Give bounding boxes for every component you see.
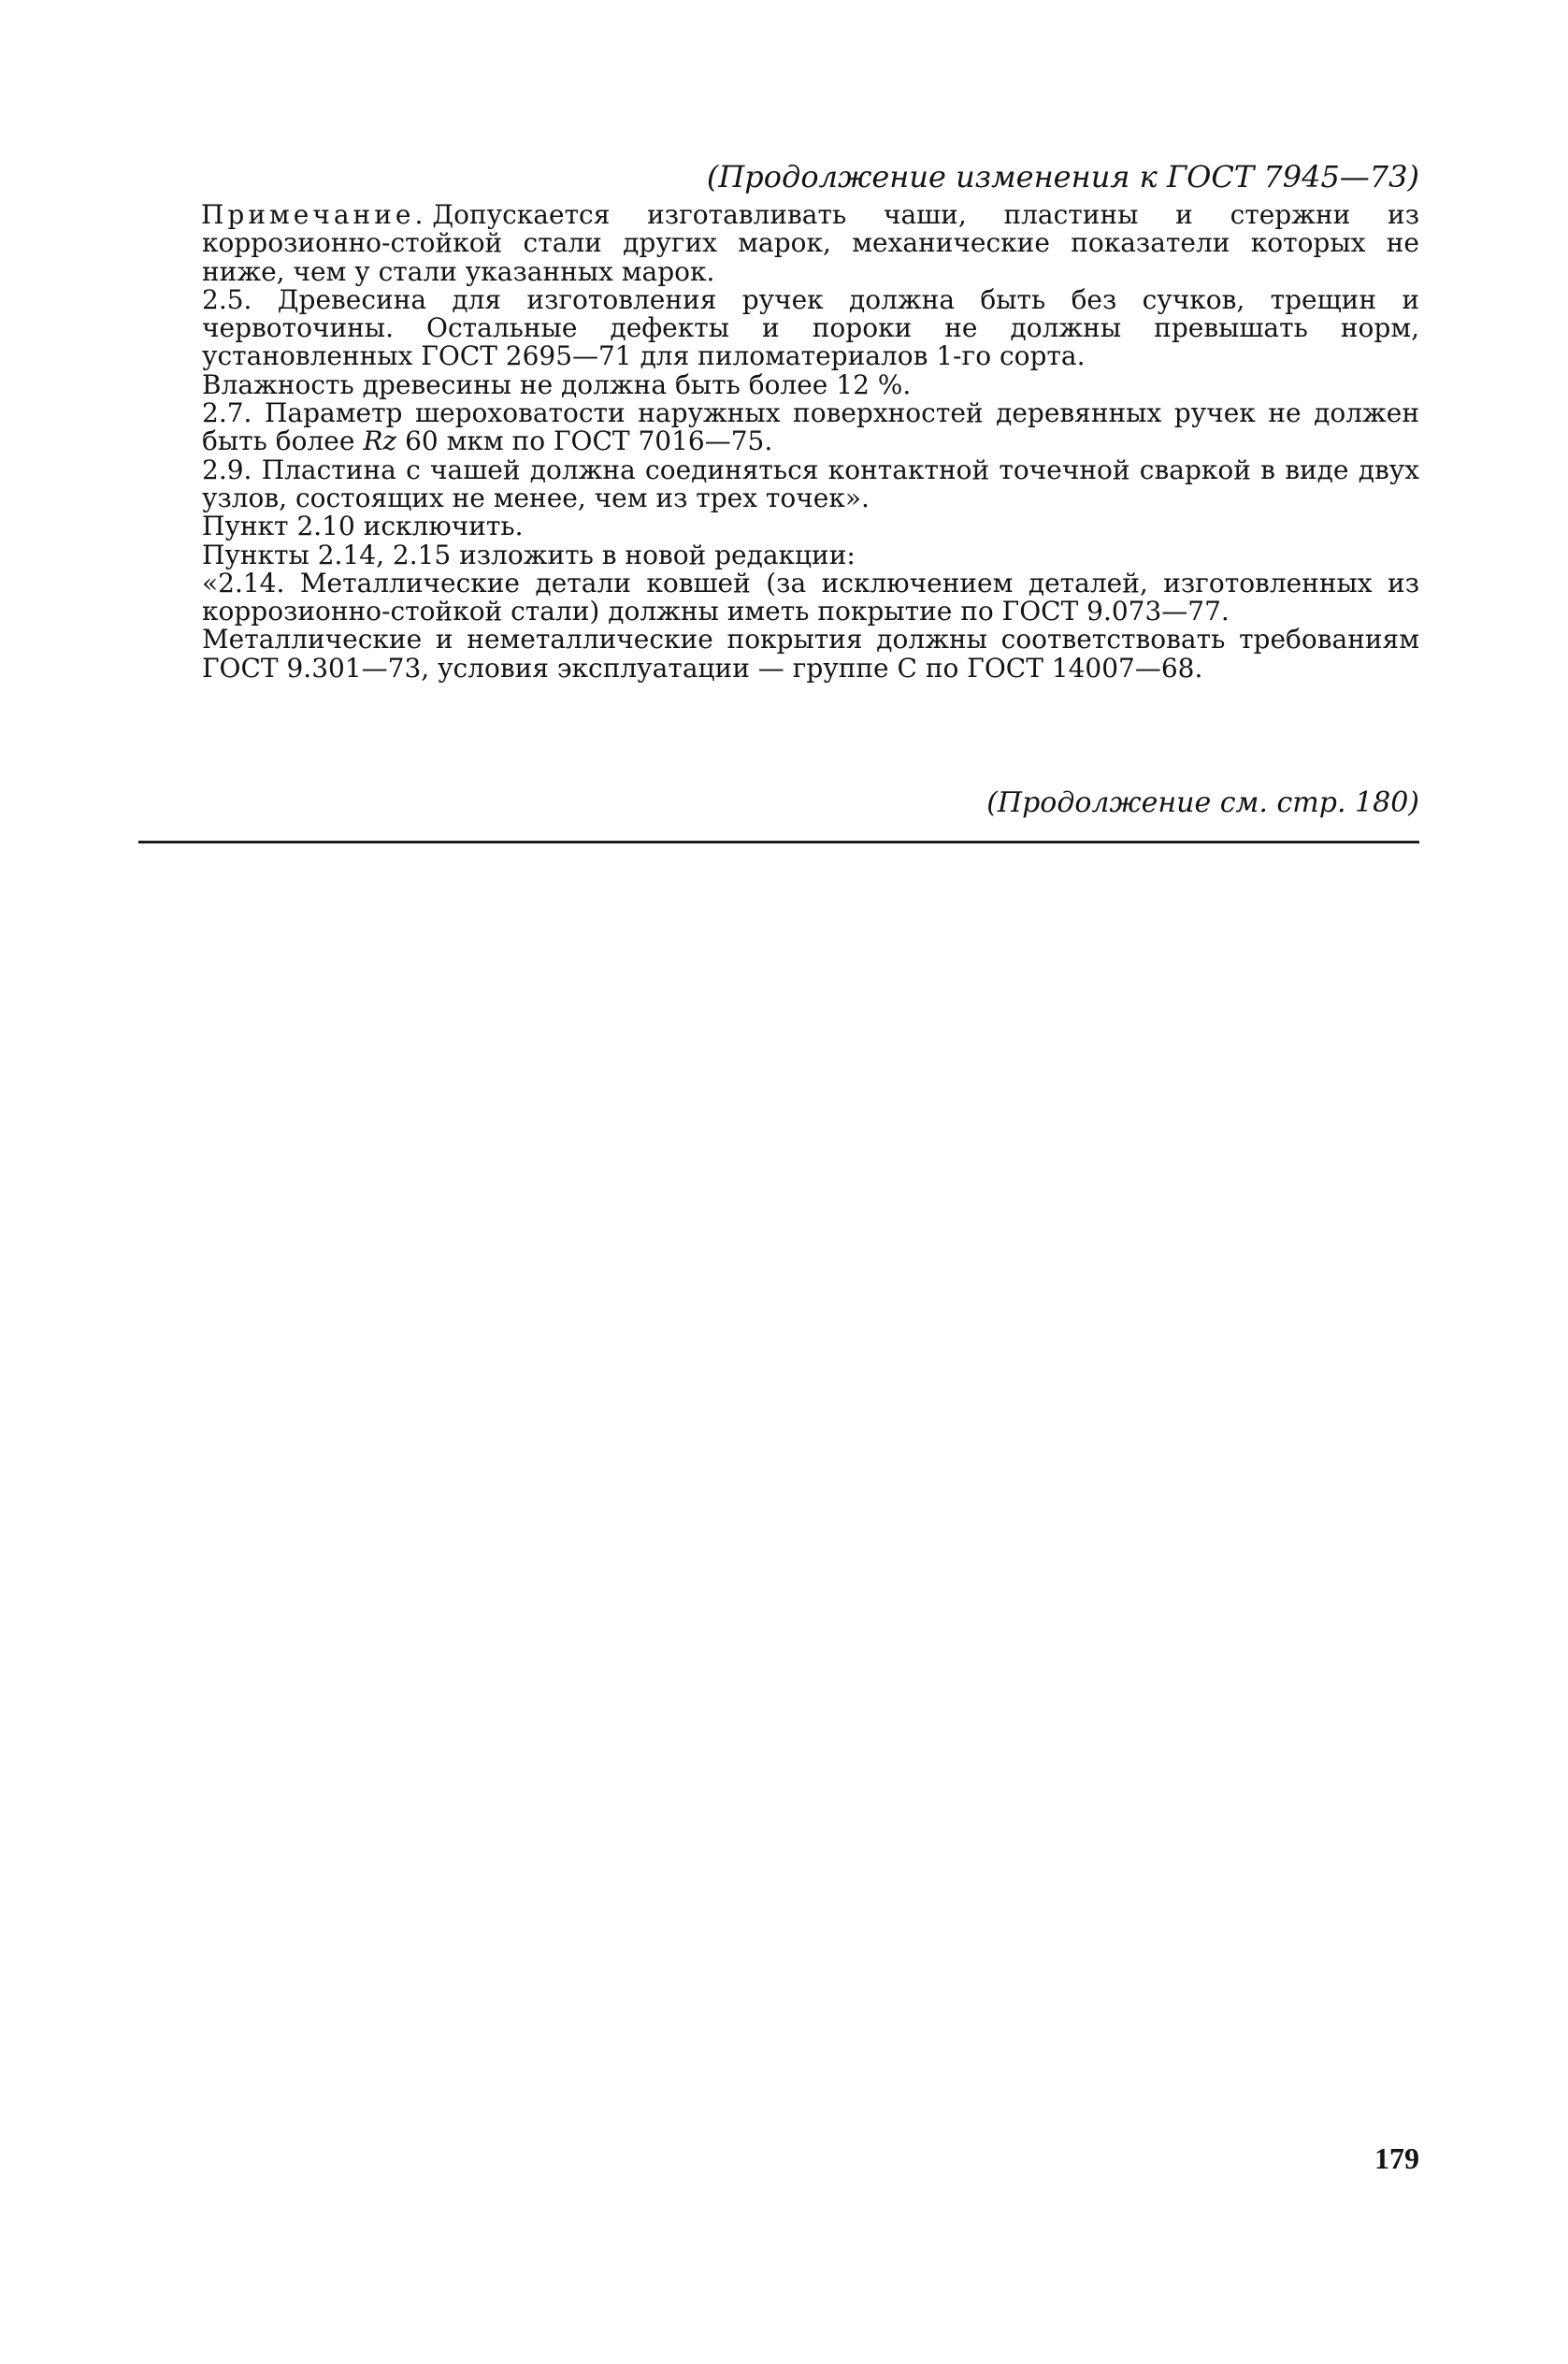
note-heading: Примечание.	[201, 199, 427, 230]
paragraph-2-9: 2.9. Пластина с чашей должна соединяться контактной точечной сваркой в виде двух узлов, состоящих не менее, чем из трех точек».	[202, 454, 1419, 513]
paragraph-2-5: 2.5. Древесина для изготовления ручек должна быть без сучков, трещин и червоточины. Остальные дефекты и пороки не должны превышать норм, установленных ГОСТ 2695—71 для пиломатериалов 1-го сорта.	[202, 283, 1419, 372]
horizontal-rule	[138, 841, 1419, 843]
document-body	[202, 201, 1419, 683]
paragraph-moisture: Влажность древесины не должна быть более 12 %.	[202, 368, 912, 400]
paragraph-coatings: Металлические и неметаллические покрытия должны соответствовать требованиям ГОСТ 9.301—73, условия эксплуатации — группе С по ГОСТ 14007—68.	[202, 624, 1419, 684]
paragraph-exclude: Пункт 2.10 исключить.	[202, 511, 524, 542]
rz-symbol: Rz	[363, 425, 397, 457]
continuation-note: (Продолжение см. стр. 180)	[986, 786, 1419, 819]
paragraph-2-7-tail: 60 мкм по ГОСТ 7016—75.	[396, 425, 773, 457]
paragraph-2-7	[202, 399, 1419, 456]
paragraph-2-7-text: 2.7. Параметр шероховатости наружных поверхностей деревянных ручек не должен быть более	[202, 397, 1419, 457]
paragraph-2-14: «2.14. Металлические детали ковшей (за исключением деталей, изготовленных из коррозионно-стойкой стали) должны иметь покрытие по ГОСТ 9.073—77.	[202, 567, 1419, 627]
note-paragraph	[202, 201, 1419, 286]
page-header: (Продолжение изменения к ГОСТ 7945—73)	[706, 159, 1419, 195]
paragraph-new-edition: Пункты 2.14, 2.15 изложить в новой редакции:	[202, 539, 856, 570]
page-number: 179	[1374, 2141, 1419, 2175]
note-text: Допускается изготавливать чаши, пластины и стержни из коррозионно-стойкой стали других марок, механические показатели которых не ниже, чем у стали указанных марок.	[202, 199, 1419, 287]
